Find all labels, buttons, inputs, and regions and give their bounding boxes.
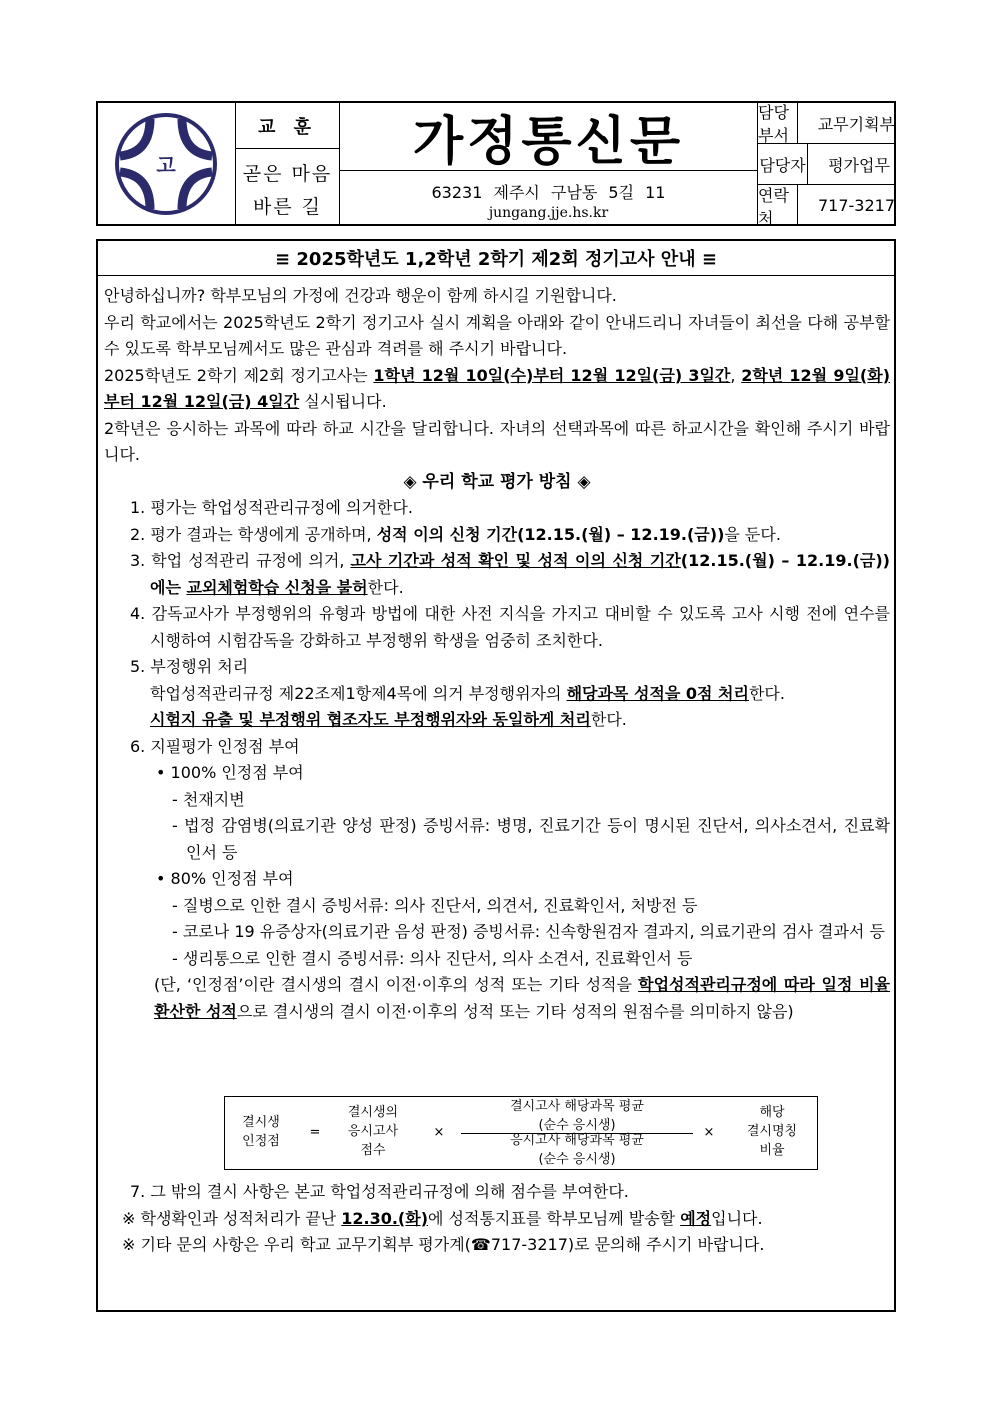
notice-heading: ≡ 2025학년도 1,2학년 2학기 제2회 정기고사 안내 ≡ — [98, 241, 894, 276]
policy-item-5-line-1: 학업성적관리규정 제22조제1항제4목에 의거 부정행위자의 해당과목 성적을 0점 처리한다. — [150, 683, 785, 703]
formula-equals: = — [309, 1125, 321, 1140]
contact-key: 담당부서 — [758, 103, 798, 143]
dash-item: - 천재지변 — [172, 789, 245, 809]
policy-item-2: 2. 평가 결과는 학생에게 공개하며, 성적 이의 신청 기간(12.15.(월) – 12.19.(금))을 둔다. — [130, 524, 781, 544]
dash-item: - 법정 감염병(의료기관 양성 판정) 증빙서류: 병명, 진료기간 등이 명시된 진단서, 의사소견서, 진료확인서 등 — [172, 816, 890, 862]
school-website: jungang.jje.hs.kr — [488, 205, 609, 221]
dash-item: - 생리통으로 인한 결시 증빙서류: 의사 진단서, 의사 소견서, 진료확인서 등 — [172, 948, 693, 968]
formula-times-2: × — [703, 1125, 715, 1140]
formula-score: 결시생의 응시고사 점수 — [347, 1105, 399, 1158]
letterhead — [96, 101, 896, 226]
closing-text — [104, 1179, 890, 1259]
contact-value: 717-3217 — [817, 196, 895, 215]
contact-row — [758, 144, 895, 185]
contact-key: 담당자 — [758, 144, 808, 184]
contact-row — [758, 185, 895, 226]
policy-item-5-line-2: 시험지 유출 및 부정행위 협조자도 부정행위자와 동일하게 처리한다. — [150, 710, 627, 729]
section-title: ◈ 우리 학교 평가 방침 ◈ — [403, 471, 591, 492]
policy-item-3: 3. 학업 성적관리 규정에 의거, 고사 기간과 성적 확인 및 성적 이의 신청 기간(12.15.(월) – 12.19.(금))에는 교외체험학습 신청을 불허한다. — [130, 551, 890, 597]
policy-item-5: 5. 부정행위 처리 — [130, 657, 249, 676]
policy-item-6: 6. 지필평가 인정점 부여 — [130, 736, 300, 756]
notice-text — [104, 283, 890, 1025]
title-cell — [340, 103, 758, 224]
motto-label: 교 훈 — [236, 103, 339, 149]
policy-item-7: 7. 그 밖의 결시 사항은 본교 학업성적관리규정에 의해 점수를 부여한다. — [130, 1182, 629, 1201]
intro-dismissal: 2학년은 응시하는 과목에 따라 하교 시간을 달리합니다. 자녀의 선택과목에 따른 하교시간을 확인해 주시기 바랍니다. — [104, 418, 890, 464]
formula-ratio: 해당 결시명칭 비율 — [746, 1105, 798, 1158]
formula-box — [224, 1096, 818, 1170]
bullet-80: • 80% 인정점 부여 — [156, 869, 294, 888]
grade1-schedule: 1학년 12월 10일(수)부터 12월 12일(금) 3일간 — [373, 365, 731, 385]
page-title: 가정통신문 — [340, 103, 757, 171]
dash-item: - 질병으로 인한 결시 증빙서류: 의사 진단서, 의견서, 진료확인서, 처방전 등 — [172, 895, 698, 915]
notice-body — [96, 239, 896, 1312]
contact-key: 연락처 — [758, 185, 798, 226]
formula-denominator: 응시고사 해당과목 평균 (순수 응시생) — [510, 1133, 644, 1167]
policy-item-1: 1. 평가는 학업성적관리규정에 의거한다. — [130, 498, 413, 517]
school-address: 63231 제주시 구남동 5길 11 — [431, 183, 666, 202]
contact-value: 평가업무 — [828, 155, 890, 175]
school-logo-icon — [98, 103, 234, 224]
exam-schedule: 2025학년도 2학기 제2회 정기고사는 1학년 12월 10일(수)부터 12월 12일(금) 3일간, 2학년 12월 9일(화)부터 12월 12일(금) 4일간 실시됩니다. — [104, 365, 891, 411]
grade2-schedule: 2학년 12월 9일(화)부터 12월 12일(금) 4일간 — [104, 365, 891, 411]
formula-lhs: 결시생 인정점 — [242, 1115, 280, 1149]
logo-char: 고 — [156, 153, 176, 177]
formula-times: × — [433, 1125, 445, 1140]
report-card-notice: ※ 학생확인과 성적처리가 끝난 12.30.(화)에 성적통지표를 학부모님께 발송할 예정입니다. — [122, 1208, 763, 1228]
motto-line-2: 바른 길 — [252, 196, 323, 218]
contact-notice: ※ 기타 문의 사항은 우리 학교 교무기획부 평가계(☎717-3217)로 문의해 주시기 바랍니다. — [122, 1235, 765, 1254]
contact-value: 교무기획부 — [817, 114, 895, 134]
policy-item-4: 4. 감독교사가 부정행위의 유형과 방법에 대한 사전 지식을 가지고 대비할 수 있도록 고사 시행 전에 연수를 시행하여 시험감독을 강화하고 부정행위 학생을 엄중히 조치한다. — [130, 604, 890, 650]
motto-line-1: 곧은 마음 — [242, 163, 333, 185]
recognition-note: (단, ‘인정점’이란 결시생의 결시 이전·이후의 성적 또는 기타 성적을 학업성적관리규정에 따라 일정 비율 환산한 성적으로 결시생의 결시 이전·이후의 성적 또는 기타 성적의 원점수를 의미하지 않음) — [154, 975, 890, 1021]
formula-numerator: 결시고사 해당과목 평균 (순수 응시생) — [510, 1099, 644, 1133]
contact-table — [758, 103, 896, 228]
motto-cell — [236, 103, 340, 224]
dash-item: - 코로나 19 유증상자(의료기관 음성 판정) 증빙서류: 신속항원검자 결과지, 의료기관의 검사 결과서 등 — [172, 922, 885, 941]
school-logo-cell — [98, 103, 236, 224]
intro-paragraph: 우리 학교에서는 2025학년도 2학기 정기고사 실시 계획을 아래와 같이 안내드리니 자녀들이 최선을 다해 공부할 수 있도록 학부모님께서도 많은 관심과 격려를 해 주시기 바랍니다. — [104, 312, 890, 358]
contact-row — [758, 103, 895, 144]
intro-greeting: 안녕하십니까? 학부모님의 가정에 건강과 행운이 함께 하시길 기원합니다. — [104, 286, 617, 305]
bullet-100: • 100% 인정점 부여 — [156, 763, 304, 782]
